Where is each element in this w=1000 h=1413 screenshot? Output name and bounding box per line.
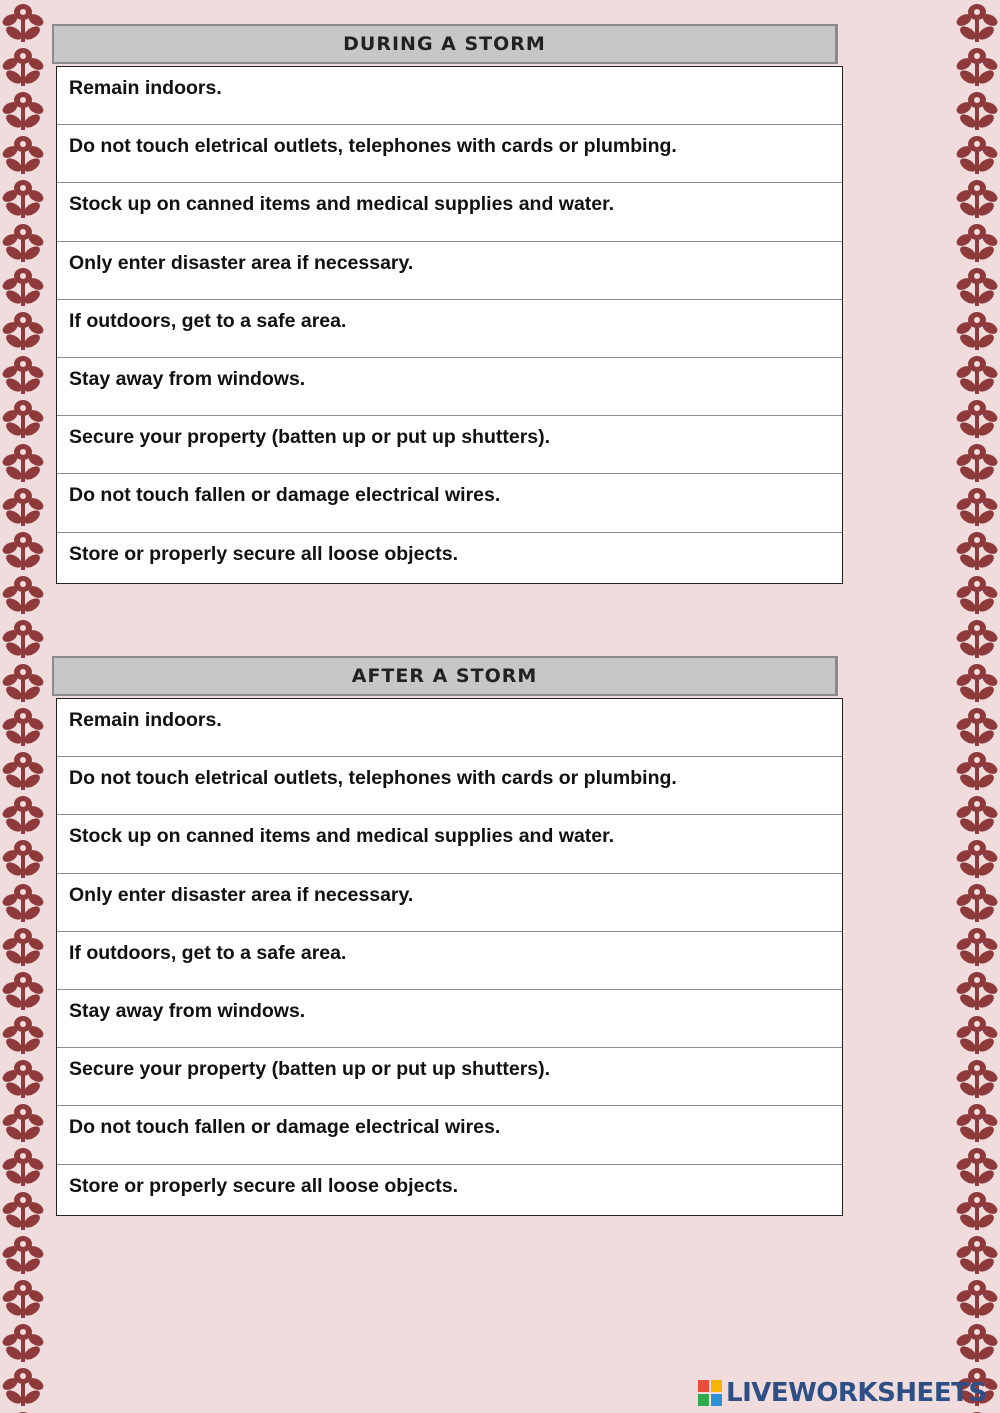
list-item[interactable]: Stay away from windows. [57, 358, 842, 416]
floral-border-left [0, 0, 46, 1413]
brand-name: LIVEWORKSHEETS [726, 1378, 987, 1408]
list-item[interactable]: If outdoors, get to a safe area. [57, 932, 842, 990]
list-item[interactable]: Do not touch fallen or damage electrical wires. [57, 474, 842, 532]
during-storm-title: DURING A STORM [52, 24, 838, 64]
list-item[interactable]: Secure your property (batten up or put up shutters). [57, 416, 842, 474]
list-item[interactable]: Do not touch eletrical outlets, telephones with cards or plumbing. [57, 125, 842, 183]
list-item[interactable]: Stock up on canned items and medical supplies and water. [57, 815, 842, 873]
list-item[interactable]: Store or properly secure all loose objects. [69, 1174, 459, 1197]
after-storm-section [52, 656, 844, 1216]
list-item[interactable]: Remain indoors. [57, 699, 842, 757]
list-item[interactable]: Do not touch fallen or damage electrical wires. [57, 1106, 842, 1164]
list-item[interactable]: If outdoors, get to a safe area. [57, 300, 842, 358]
liveworksheets-watermark [698, 1378, 987, 1408]
during-storm-list [56, 66, 843, 584]
list-item[interactable]: Stay away from windows. [57, 990, 842, 1048]
list-item[interactable]: Remain indoors. [57, 67, 842, 125]
after-storm-list [56, 698, 843, 1216]
floral-border-right [954, 0, 1000, 1413]
after-storm-title: AFTER A STORM [52, 656, 838, 696]
list-item[interactable]: Only enter disaster area if necessary. [57, 242, 842, 300]
list-item[interactable]: Do not touch eletrical outlets, telephones with cards or plumbing. [57, 757, 842, 815]
list-item[interactable]: Secure your property (batten up or put up shutters). [57, 1048, 842, 1106]
list-item[interactable]: Store or properly secure all loose objects. [69, 542, 459, 565]
list-item[interactable]: Only enter disaster area if necessary. [57, 874, 842, 932]
liveworksheets-logo-icon [698, 1380, 722, 1406]
during-storm-section [52, 24, 844, 584]
list-item[interactable]: Stock up on canned items and medical supplies and water. [57, 183, 842, 241]
